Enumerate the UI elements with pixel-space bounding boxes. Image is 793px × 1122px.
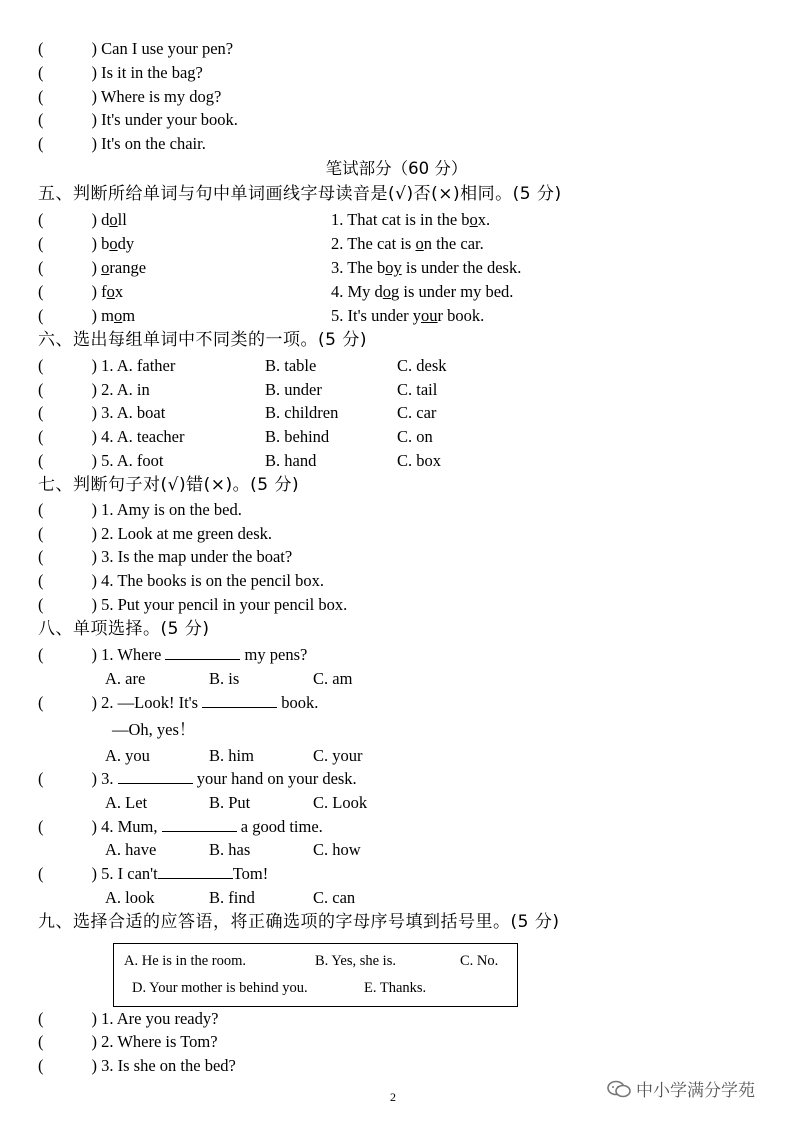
- watermark: 中小学满分学苑: [606, 1076, 755, 1104]
- answer-option: D. Your mother is behind you.: [132, 980, 308, 996]
- listening-item: ( ) Can I use your pen?: [38, 39, 234, 58]
- listening-item: ( ) It's under your book.: [38, 110, 238, 129]
- page-number: 2: [390, 1090, 396, 1104]
- phonics-row: ( ) body 2. The cat is on the car.: [38, 234, 484, 253]
- mc-options: A. you B. him C. your: [105, 746, 363, 765]
- mc-question: ( ) 3. your hand on your desk.: [38, 769, 357, 788]
- answer-option: A. He is in the room.: [124, 953, 247, 969]
- section7-heading: 七、判断句子对(√)错(×)。(5 分): [38, 475, 300, 495]
- phonics-row: ( ) mom 5. It's under your book.: [38, 306, 485, 325]
- wechat-icon: [606, 1079, 632, 1104]
- true-false-row: ( ) 5. Put your pencil in your pencil box.: [38, 595, 348, 614]
- listening-item: ( ) Is it in the bag?: [38, 63, 203, 82]
- dialogue-row: ( ) 3. Is she on the bed?: [38, 1056, 236, 1075]
- mc-question: ( ) 4. Mum, a good time.: [38, 817, 323, 836]
- mc-question: ( ) 5. I can't Tom!: [38, 864, 269, 883]
- true-false-row: ( ) 3. Is the map under the boat?: [38, 547, 293, 566]
- section9-heading: 九、选择合适的应答语，将正确选项的字母序号填到括号里。(5 分): [38, 912, 560, 932]
- listening-item: ( ) Where is my dog?: [38, 87, 222, 106]
- odd-one-out-row: ( ) 1. A. father B. table C. desk: [38, 356, 447, 375]
- mc-question: ( ) 1. Where my pens?: [38, 645, 308, 664]
- answer-option: B. Yes, she is.: [315, 953, 396, 969]
- mc-question: ( ) 2. —Look! It's book.: [38, 693, 319, 712]
- section6-heading: 六、选出每组单词中不同类的一项。(5 分): [38, 330, 367, 350]
- mc-options: A. have B. has C. how: [105, 840, 361, 859]
- odd-one-out-row: ( ) 2. A. in B. under C. tail: [38, 380, 438, 399]
- odd-one-out-row: ( ) 3. A. boat B. children C. car: [38, 403, 437, 422]
- answer-options-box: [113, 943, 518, 1007]
- mc-options: A. Let B. Put C. Look: [105, 793, 368, 812]
- section5-heading: 五、判断所给单词与句中单词画线字母读音是(√)否(×)相同。(5 分): [38, 184, 562, 204]
- mc-options: A. are B. is C. am: [105, 669, 353, 688]
- true-false-row: ( ) 4. The books is on the pencil box.: [38, 571, 324, 590]
- section8-heading: 八、单项选择。(5 分): [38, 619, 210, 639]
- answer-option: E. Thanks.: [364, 980, 427, 996]
- listening-item: ( ) It's on the chair.: [38, 134, 206, 153]
- mc-question-reply: —Oh, yes！: [112, 720, 196, 739]
- written-section-title: 笔试部分（60 分）: [325, 159, 468, 178]
- true-false-row: ( ) 2. Look at me green desk.: [38, 524, 273, 543]
- phonics-row: ( ) orange 3. The boy is under the desk.: [38, 258, 522, 277]
- phonics-row: ( ) fox 4. My dog is under my bed.: [38, 282, 514, 301]
- true-false-row: ( ) 1. Amy is on the bed.: [38, 500, 242, 519]
- odd-one-out-row: ( ) 4. A. teacher B. behind C. on: [38, 427, 433, 446]
- odd-one-out-row: ( ) 5. A. foot B. hand C. box: [38, 451, 442, 470]
- dialogue-row: ( ) 1. Are you ready?: [38, 1009, 219, 1028]
- dialogue-row: ( ) 2. Where is Tom?: [38, 1032, 218, 1051]
- answer-option: C. No.: [460, 953, 499, 969]
- mc-options: A. look B. find C. can: [105, 888, 356, 907]
- phonics-row: ( ) doll 1. That cat is in the box.: [38, 210, 491, 229]
